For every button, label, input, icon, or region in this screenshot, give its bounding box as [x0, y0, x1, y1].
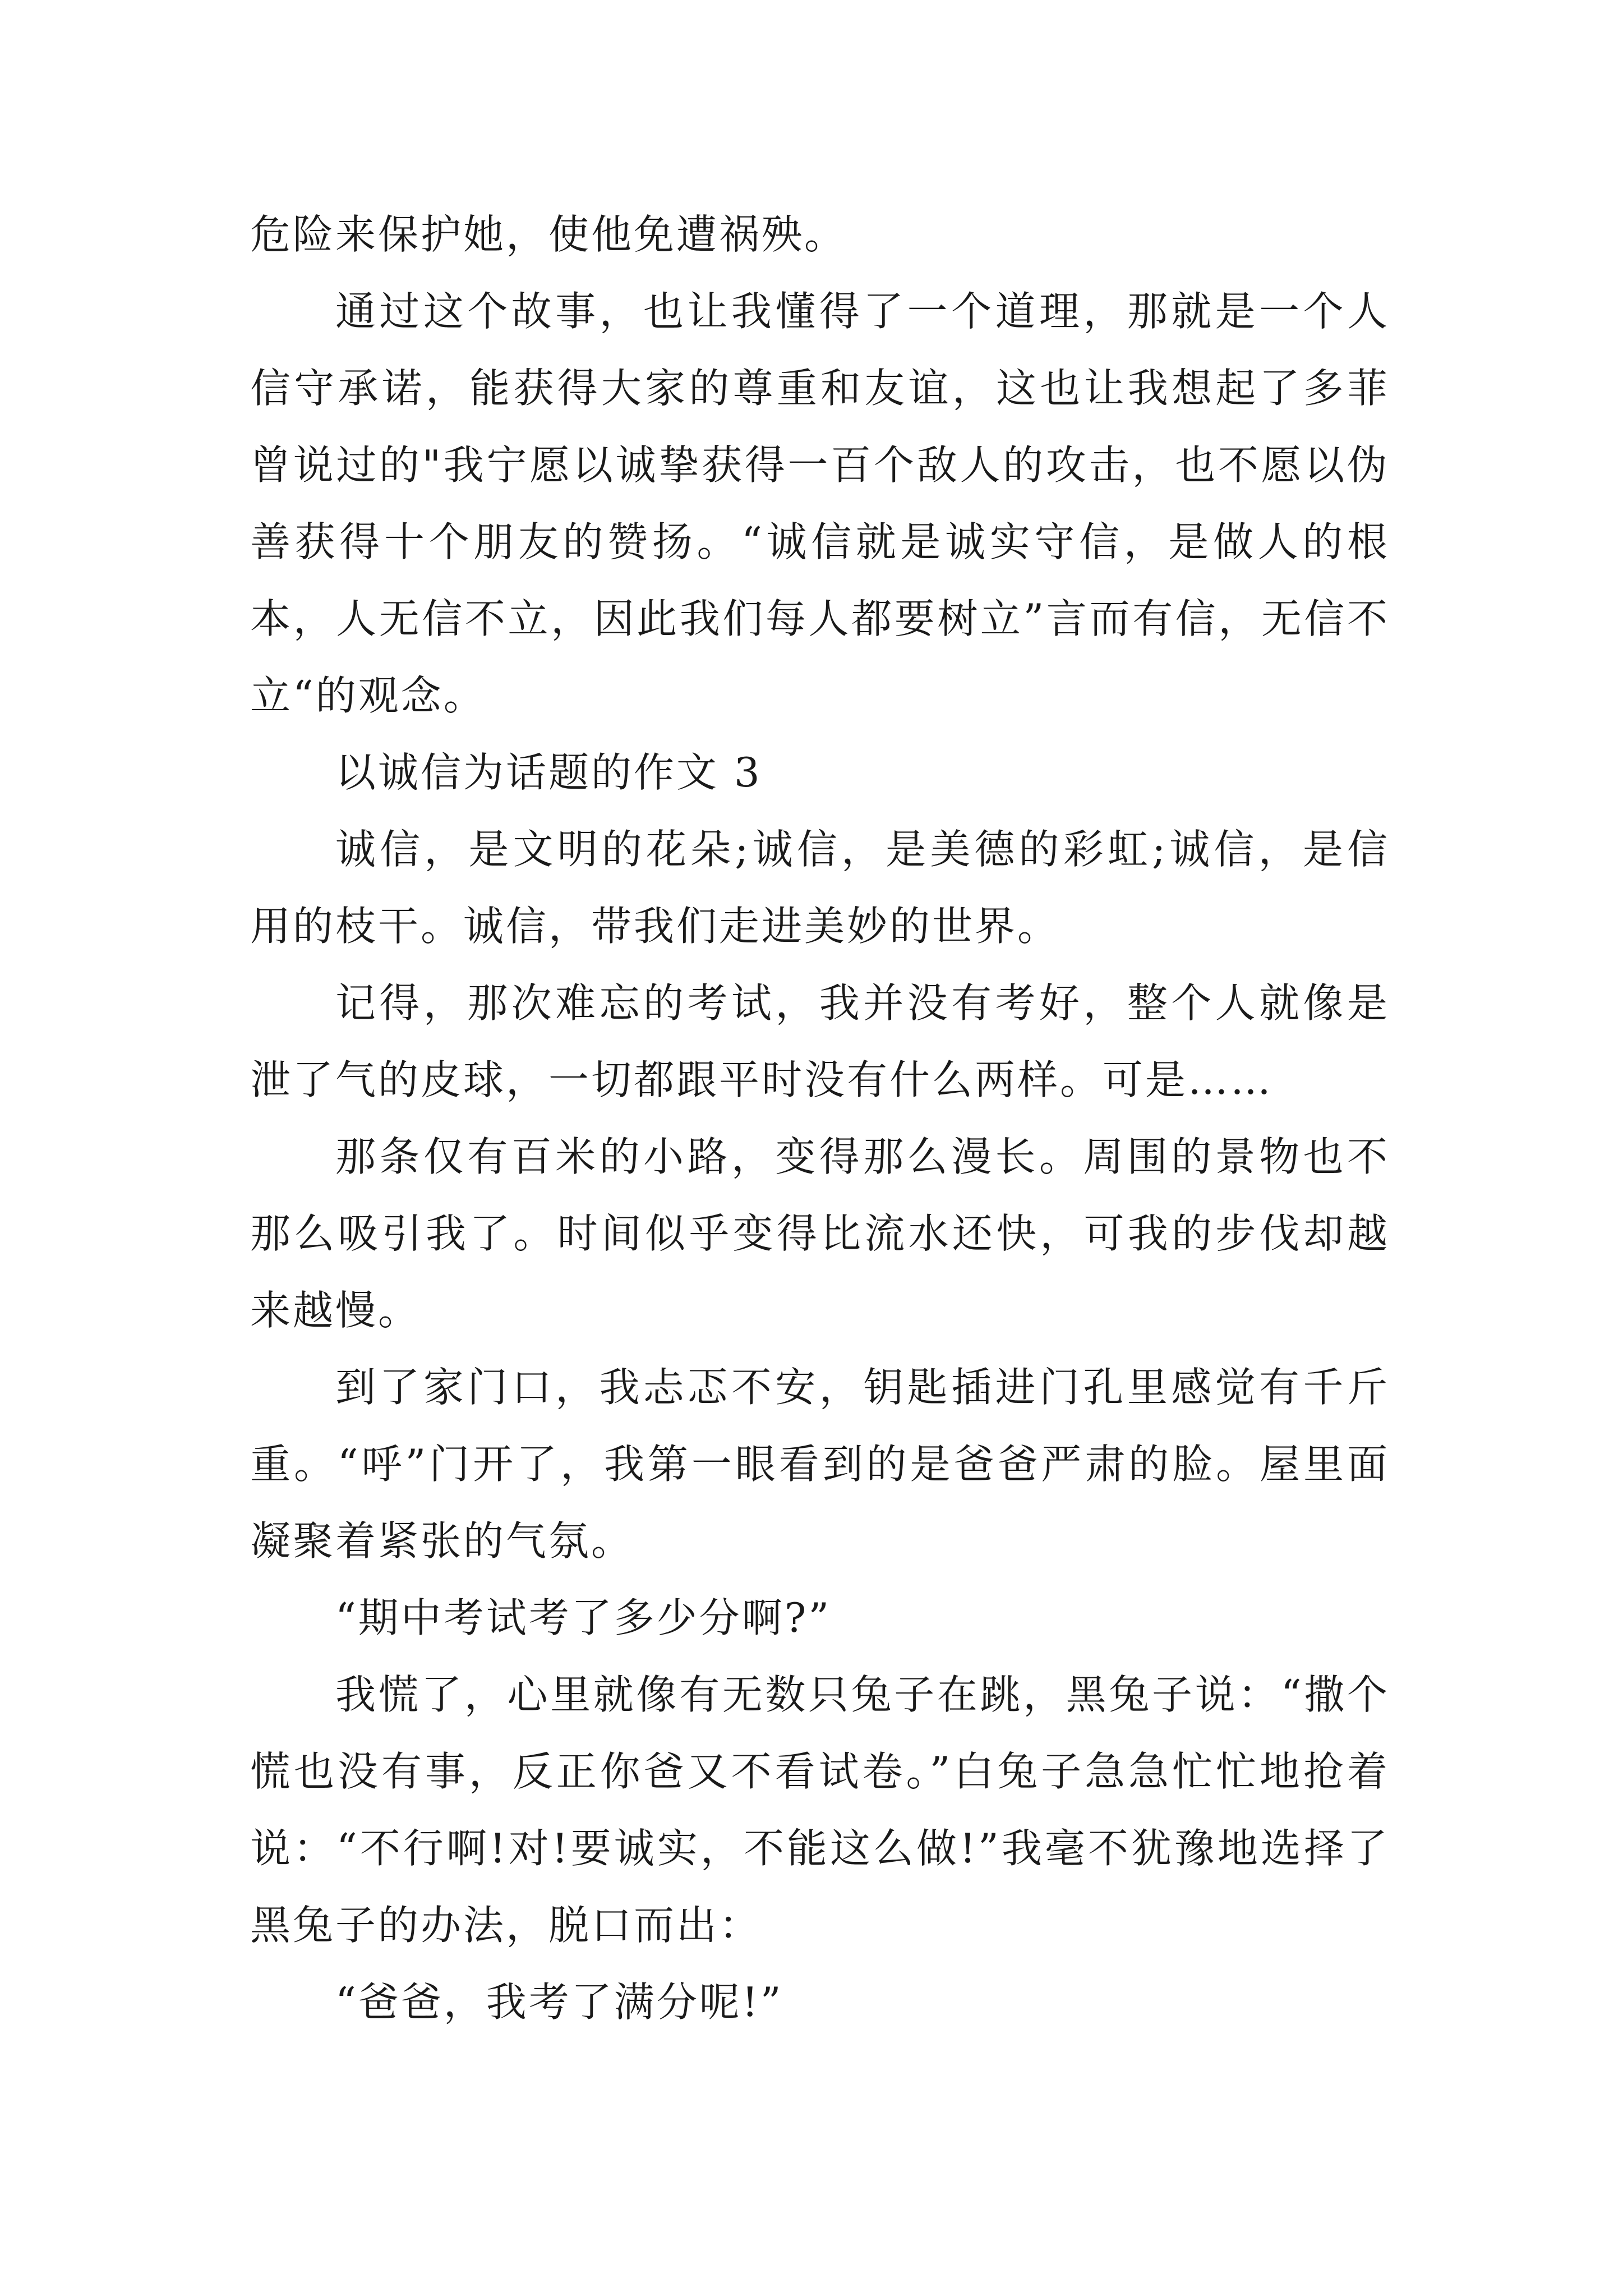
dialogue-line: “爸爸，我考了满分呢!” — [335, 1978, 783, 2026]
document-body — [250, 196, 1390, 2041]
paragraph: 到了家门口，我忐忑不安，钥匙插进门孔里感觉有千斤重。“呼”门开了，我第一眼看到的是爸爸严肃的脸。屋里面凝聚着紧张的气氛。 — [250, 1364, 1390, 1565]
paragraph: 诚信，是文明的花朵;诚信，是美德的彩虹;诚信，是信用的枝干。诚信，带我们走进美妙的世界。 — [250, 826, 1390, 950]
paragraph: 通过这个故事，也让我懂得了一个道理，那就是一个人信守承诺，能获得大家的尊重和友谊，这也让我想起了多菲曾说过的"我宁愿以诚挚获得一百个敌人的攻击，也不愿以伪善获得十个朋友的赞扬。“诚信就是诚实守信，是做人的根本，人无信不立，因此我们每人都要树立”言而有信，无信不立“的观念。 — [250, 288, 1390, 719]
essay-heading: 以诚信为话题的作文 3 — [335, 749, 762, 796]
dialogue-line: “期中考试考了多少分啊?” — [335, 1594, 832, 1641]
paragraph: 记得，那次难忘的考试，我并没有考好，整个人就像是泄了气的皮球，一切都跟平时没有什么两样。可是…… — [250, 979, 1390, 1103]
paragraph: 那条仅有百米的小路，变得那么漫长。周围的景物也不那么吸引我了。时间似乎变得比流水还快，可我的步伐却越来越慢。 — [250, 1133, 1390, 1334]
paragraph: 我慌了，心里就像有无数只兔子在跳，黑兔子说：“撒个慌也没有事，反正你爸又不看试卷。”白兔子急急忙忙地抢着说：“不行啊!对!要诚实，不能这么做!”我毫不犹豫地选择了黑兔子的办法，脱口而出： — [250, 1671, 1390, 1949]
paragraph-continued: 危险来保护她，使他免遭祸殃。 — [250, 211, 847, 258]
